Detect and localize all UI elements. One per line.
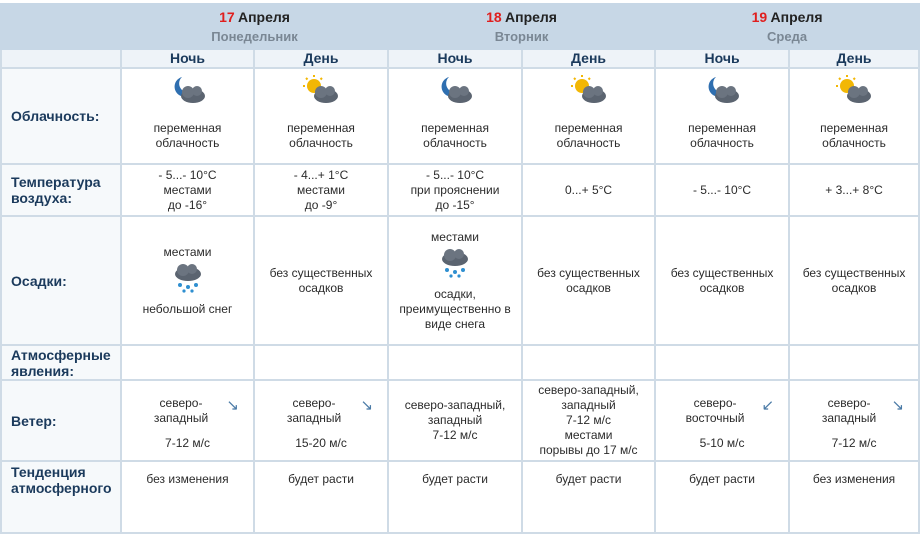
temp-note: местами [297,182,345,197]
precip-text: осадков [566,280,611,295]
precip-text: без существенных [802,265,906,280]
row-label-phenomena [1,345,121,380]
temp-range: - 5...- 10°С [692,182,752,197]
cloud-text: облачность [423,136,487,150]
snow-cloud-icon [170,262,206,294]
day-header-2 [388,4,655,49]
precip-text: преимущественно в [399,301,511,316]
cloud-cell [789,68,919,164]
day-date: 19 [751,8,768,25]
precip-cell [388,216,522,345]
wind-speed: 7-12 м/с [165,435,210,450]
wind-speed: 7-12 м/с [831,435,877,450]
day-date: 17 [219,8,235,25]
temp-cell [388,164,522,216]
moon-cloud-icon [168,74,208,106]
wind-speed: 5-10 м/с [699,435,745,450]
label-line: Температура [11,174,101,190]
wind-direction: западный [286,410,342,425]
precip-text: без существенных [537,265,640,280]
precip-cell [254,216,388,345]
sun-cloud-icon [569,74,609,106]
wind-direction: северо- [159,395,203,410]
forecast-table [0,3,920,534]
cloud-cell [655,68,789,164]
label-line: воздуха: [11,190,72,206]
precip-cell [789,216,919,345]
temp-range: - 5...- 10°С [158,167,217,182]
precip-note: местами [163,244,212,259]
trend-cell: без изменения [121,461,254,533]
cloud-cell [121,68,254,164]
trend-cell: без изменения [789,461,919,533]
day-weekday: Понедельник [211,28,298,44]
wind-direction: западный [561,398,616,412]
wind-direction: северо- [292,395,336,410]
moon-cloud-icon [702,74,742,106]
precip-cell [121,216,254,345]
precip-text: без существенных [670,265,774,280]
precip-text: осадков [831,280,877,295]
day-date: 18 [486,8,502,25]
tod-corner [1,49,121,68]
day-month: Апреля [770,8,823,25]
temp-range: - 5...- 10°С [425,167,485,182]
trend-cell: будет расти [254,461,388,533]
cloud-cell [254,68,388,164]
label-line: атмосферного [11,480,112,496]
wind-arrow-icon: ↙ [761,396,775,414]
label-line: явления: [11,362,74,379]
tod-day: День [789,49,919,68]
wind-arrow-icon: ↘ [226,396,239,414]
tod-night: Ночь [121,49,254,68]
wind-gust-note: порывы до 17 м/с [539,443,638,457]
cloud-text: облачность [690,136,754,150]
tod-day: День [522,49,655,68]
temperature-row [1,164,919,216]
wind-direction: восточный [685,410,745,425]
phenomena-row [1,345,919,380]
snow-cloud-icon [437,247,473,279]
tod-day: День [254,49,388,68]
precip-text: небольшой снег [142,301,233,316]
trend-cell: будет расти [522,461,655,533]
phen-cell [121,345,254,380]
cloud-text: переменная [153,121,222,135]
temp-note: местами [163,182,212,197]
day-weekday: Вторник [494,28,549,44]
precip-cell [522,216,655,345]
day-header-3 [655,4,919,49]
pressure-trend-row [1,461,919,533]
sun-cloud-icon [834,74,874,106]
day-month: Апреля [505,8,557,25]
sun-cloud-icon [301,74,341,106]
label-line: Тенденция [11,464,86,480]
wind-row [1,380,919,461]
time-of-day-row [1,49,919,68]
wind-cell [789,380,919,461]
precip-text: осадки, [434,286,476,301]
cloud-text: облачность [822,136,886,150]
wind-cell [121,380,254,461]
phen-cell [789,345,919,380]
tod-night: Ночь [388,49,522,68]
cloud-text: облачность [155,136,220,150]
tod-night: Ночь [655,49,789,68]
temp-extreme: до -15° [435,197,475,212]
day-month: Апреля [237,8,290,25]
temp-cell [789,164,919,216]
wind-direction: западный [821,410,877,425]
phen-cell [254,345,388,380]
precip-text: виде снега [424,316,486,331]
temp-range: + 3...+ 8°С [825,182,883,197]
wind-direction: западный [427,412,483,427]
cloud-text: переменная [820,121,888,135]
phen-cell [388,345,522,380]
wind-speed: 15-20 м/с [295,435,347,450]
precip-text: осадков [699,280,745,295]
trend-cell: будет расти [655,461,789,533]
cloud-text: переменная [554,121,623,135]
cloud-text: облачность [289,136,353,150]
phen-cell [522,345,655,380]
temp-cell [254,164,388,216]
row-label-temperature [1,164,121,216]
cloud-cell [522,68,655,164]
row-label-wind: Ветер: [1,380,121,461]
precip-text: без существенных [269,265,373,280]
precip-cell [655,216,789,345]
wind-gust-note: местами [564,428,613,442]
precipitation-row [1,216,919,345]
wind-arrow-icon: ↘ [360,396,374,414]
label-line: Атмосферные [11,346,111,363]
day-weekday: Среда [767,28,808,44]
temp-cell [655,164,789,216]
cloud-text: переменная [287,121,355,135]
wind-direction: северо-западный, [538,383,639,397]
precip-text: осадков [298,280,344,295]
temp-cell [522,164,655,216]
corner-cell [1,4,121,49]
wind-arrow-icon: ↘ [891,396,905,414]
moon-cloud-icon [435,74,475,106]
dates-row [1,4,919,49]
wind-speed: 7-12 м/с [432,427,478,442]
cloud-text: облачность [556,136,621,150]
cloud-text: переменная [688,121,756,135]
temp-note: при прояснении [410,182,500,197]
row-label-precipitation: Осадки: [1,216,121,345]
wind-cell [655,380,789,461]
temp-extreme: до -16° [167,197,208,212]
temp-range: 0...+ 5°С [564,182,613,197]
wind-cell [254,380,388,461]
wind-speed: 7-12 м/с [566,413,611,427]
temp-extreme: до -9° [304,197,338,212]
wind-direction: северо- [693,395,737,410]
trend-cell: будет расти [388,461,522,533]
temp-cell [121,164,254,216]
wind-direction: западный [153,410,209,425]
region-title [0,0,918,1]
cloud-cell [388,68,522,164]
row-label-trend [1,461,121,533]
wind-direction: северо- [827,395,871,410]
precip-note: местами [431,229,479,244]
cloudiness-row [1,68,919,164]
wind-cell [522,380,655,461]
wind-direction: северо-западный, [404,397,506,412]
wind-cell [388,380,522,461]
phen-cell [655,345,789,380]
row-label-cloudiness: Облачность: [1,68,121,164]
temp-range: - 4...+ 1°С [293,167,349,182]
day-header-1 [121,4,388,49]
cloud-text: переменная [421,121,489,135]
